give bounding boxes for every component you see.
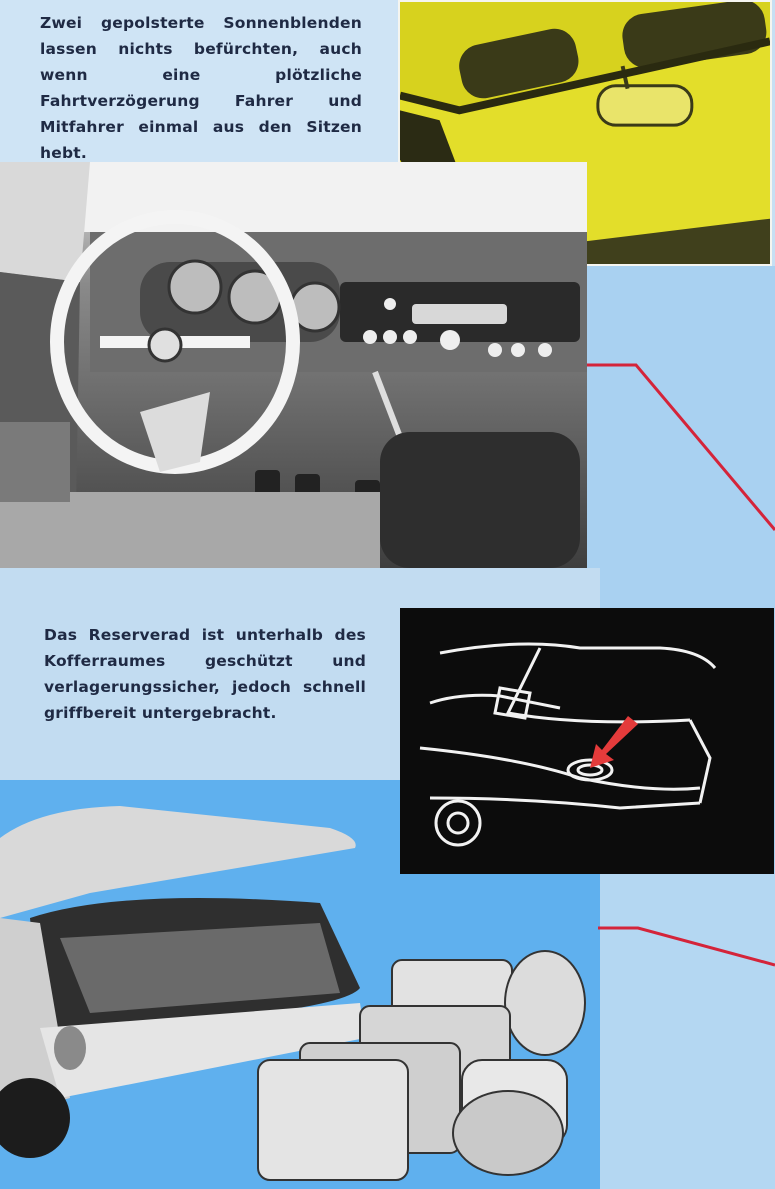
luggage-photo bbox=[0, 798, 600, 1189]
spare-wheel-caption: Das Reserverad ist unterhalb des Kofferraumes geschützt und verlagerungssicher, jedoch schnell griffbereit untergebracht. bbox=[44, 626, 366, 722]
sun-visor-caption: Zwei gepolsterte Sonnenblenden lassen nichts befürchten, auch wenn eine plötzliche Fahrtverzögerung Fahrer und Mitfahrer einmal aus den Sitzen hebt. bbox=[40, 14, 362, 162]
dashboard-photo bbox=[0, 162, 587, 568]
